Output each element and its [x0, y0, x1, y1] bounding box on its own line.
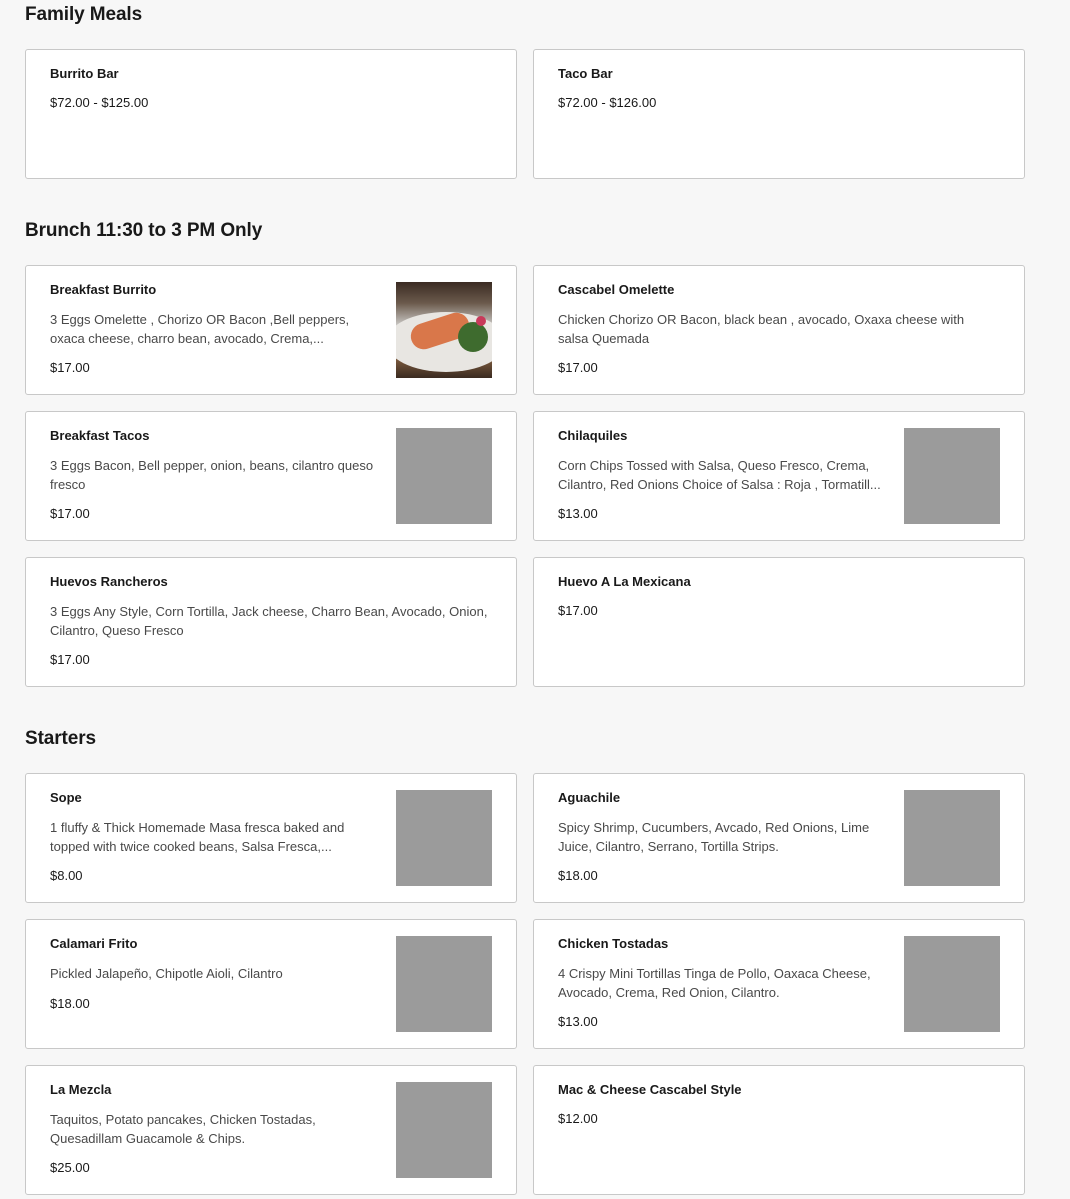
menu-item-price: $18.00 [50, 996, 90, 1011]
menu-item-photo [396, 282, 492, 378]
menu-item-price: $17.00 [50, 652, 90, 667]
menu-item-card-huevos-rancheros[interactable] [25, 557, 517, 687]
menu-item-name: Burrito Bar [50, 66, 119, 81]
menu-item-name: Taco Bar [558, 66, 613, 81]
menu-item-description: Chicken Chorizo OR Bacon, black bean , avocado, Oxaxa cheese with salsa Quemada [558, 312, 965, 346]
menu-item-image-placeholder [396, 790, 492, 886]
menu-item-name: La Mezcla [50, 1082, 112, 1097]
menu-item-description: 3 Eggs Any Style, Corn Tortilla, Jack cheese, Charro Bean, Avocado, Onion, Cilantro, Queso Fresco [50, 604, 488, 638]
menu-item-image-placeholder [396, 428, 492, 524]
menu-item-price: $17.00 [50, 360, 90, 375]
menu-item-description: 4 Crispy Mini Tortillas Tinga de Pollo, Oaxaca Cheese, Avocado, Crema, Red Onion, Cilantro. [558, 966, 871, 1000]
menu-item-name: Huevos Rancheros [50, 574, 168, 589]
menu-item-price: $12.00 [558, 1111, 598, 1126]
menu-item-card-mac-and-cheese[interactable] [533, 1065, 1025, 1195]
menu-item-price: $72.00 - $126.00 [558, 95, 657, 110]
menu-item-price: $17.00 [50, 506, 90, 521]
menu-item-name: Chilaquiles [558, 428, 628, 443]
menu-item-image-placeholder [904, 790, 1000, 886]
menu-item-card-breakfast-burrito[interactable] [25, 265, 517, 395]
menu-item-image-placeholder [396, 1082, 492, 1178]
section-title-family-meals: Family Meals [25, 4, 143, 25]
menu-item-name: Sope [50, 790, 82, 805]
menu-item-price: $17.00 [558, 360, 598, 375]
menu-item-card-aguachile[interactable] [533, 773, 1025, 903]
menu-item-description: 3 Eggs Omelette , Chorizo OR Bacon ,Bell peppers, oxaca cheese, charro bean, avocado, Crema,... [50, 312, 350, 346]
menu-item-card-chicken-tostadas[interactable] [533, 919, 1025, 1049]
menu-item-card-burrito-bar[interactable] [25, 49, 517, 179]
menu-item-name: Calamari Frito [50, 936, 138, 951]
menu-item-card-chilaquiles[interactable] [533, 411, 1025, 541]
menu-item-name: Breakfast Burrito [50, 282, 157, 297]
menu-item-card-la-mezcla[interactable] [25, 1065, 517, 1195]
menu-item-name: Cascabel Omelette [558, 282, 675, 297]
menu-item-card-huevo-a-la-mexicana[interactable] [533, 557, 1025, 687]
menu-item-description: Spicy Shrimp, Cucumbers, Avcado, Red Onions, Lime Juice, Cilantro, Serrano, Tortilla Strips. [558, 820, 870, 854]
menu-item-price: $13.00 [558, 1014, 598, 1029]
menu-item-name: Mac & Cheese Cascabel Style [558, 1082, 742, 1097]
menu-item-price: $8.00 [50, 868, 83, 883]
menu-item-name: Huevo A La Mexicana [558, 574, 691, 589]
menu-item-price: $72.00 - $125.00 [50, 95, 149, 110]
menu-item-price: $17.00 [558, 603, 598, 618]
menu-item-description: Corn Chips Tossed with Salsa, Queso Fresco, Crema, Cilantro, Red Onions Choice of Salsa : Roja , Tormatill... [558, 458, 881, 492]
menu-item-image-placeholder [396, 936, 492, 1032]
section-title-starters: Starters [25, 728, 97, 749]
section-title-brunch: Brunch 11:30 to 3 PM Only [25, 220, 263, 241]
menu-item-name: Breakfast Tacos [50, 428, 150, 443]
menu-item-card-calamari-frito[interactable] [25, 919, 517, 1049]
menu-item-price: $25.00 [50, 1160, 90, 1175]
menu-item-image-placeholder [904, 428, 1000, 524]
menu-item-card-breakfast-tacos[interactable] [25, 411, 517, 541]
menu-item-price: $13.00 [558, 506, 598, 521]
menu-item-description: Taquitos, Potato pancakes, Chicken Tostadas, Quesadillam Guacamole & Chips. [50, 1112, 316, 1146]
menu-item-description: 1 fluffy & Thick Homemade Masa fresca baked and topped with twice cooked beans, Salsa Fresca,... [50, 820, 345, 854]
menu-item-description: Pickled Jalapeño, Chipotle Aioli, Cilantro [50, 966, 283, 981]
menu-item-name: Chicken Tostadas [558, 936, 669, 951]
menu-item-image-placeholder [904, 936, 1000, 1032]
menu-item-card-taco-bar[interactable] [533, 49, 1025, 179]
menu-item-price: $18.00 [558, 868, 598, 883]
menu-item-card-sope[interactable] [25, 773, 517, 903]
menu-item-card-cascabel-omelette[interactable] [533, 265, 1025, 395]
menu-item-name: Aguachile [558, 790, 621, 805]
menu-item-description: 3 Eggs Bacon, Bell pepper, onion, beans, cilantro queso fresco [50, 458, 374, 492]
